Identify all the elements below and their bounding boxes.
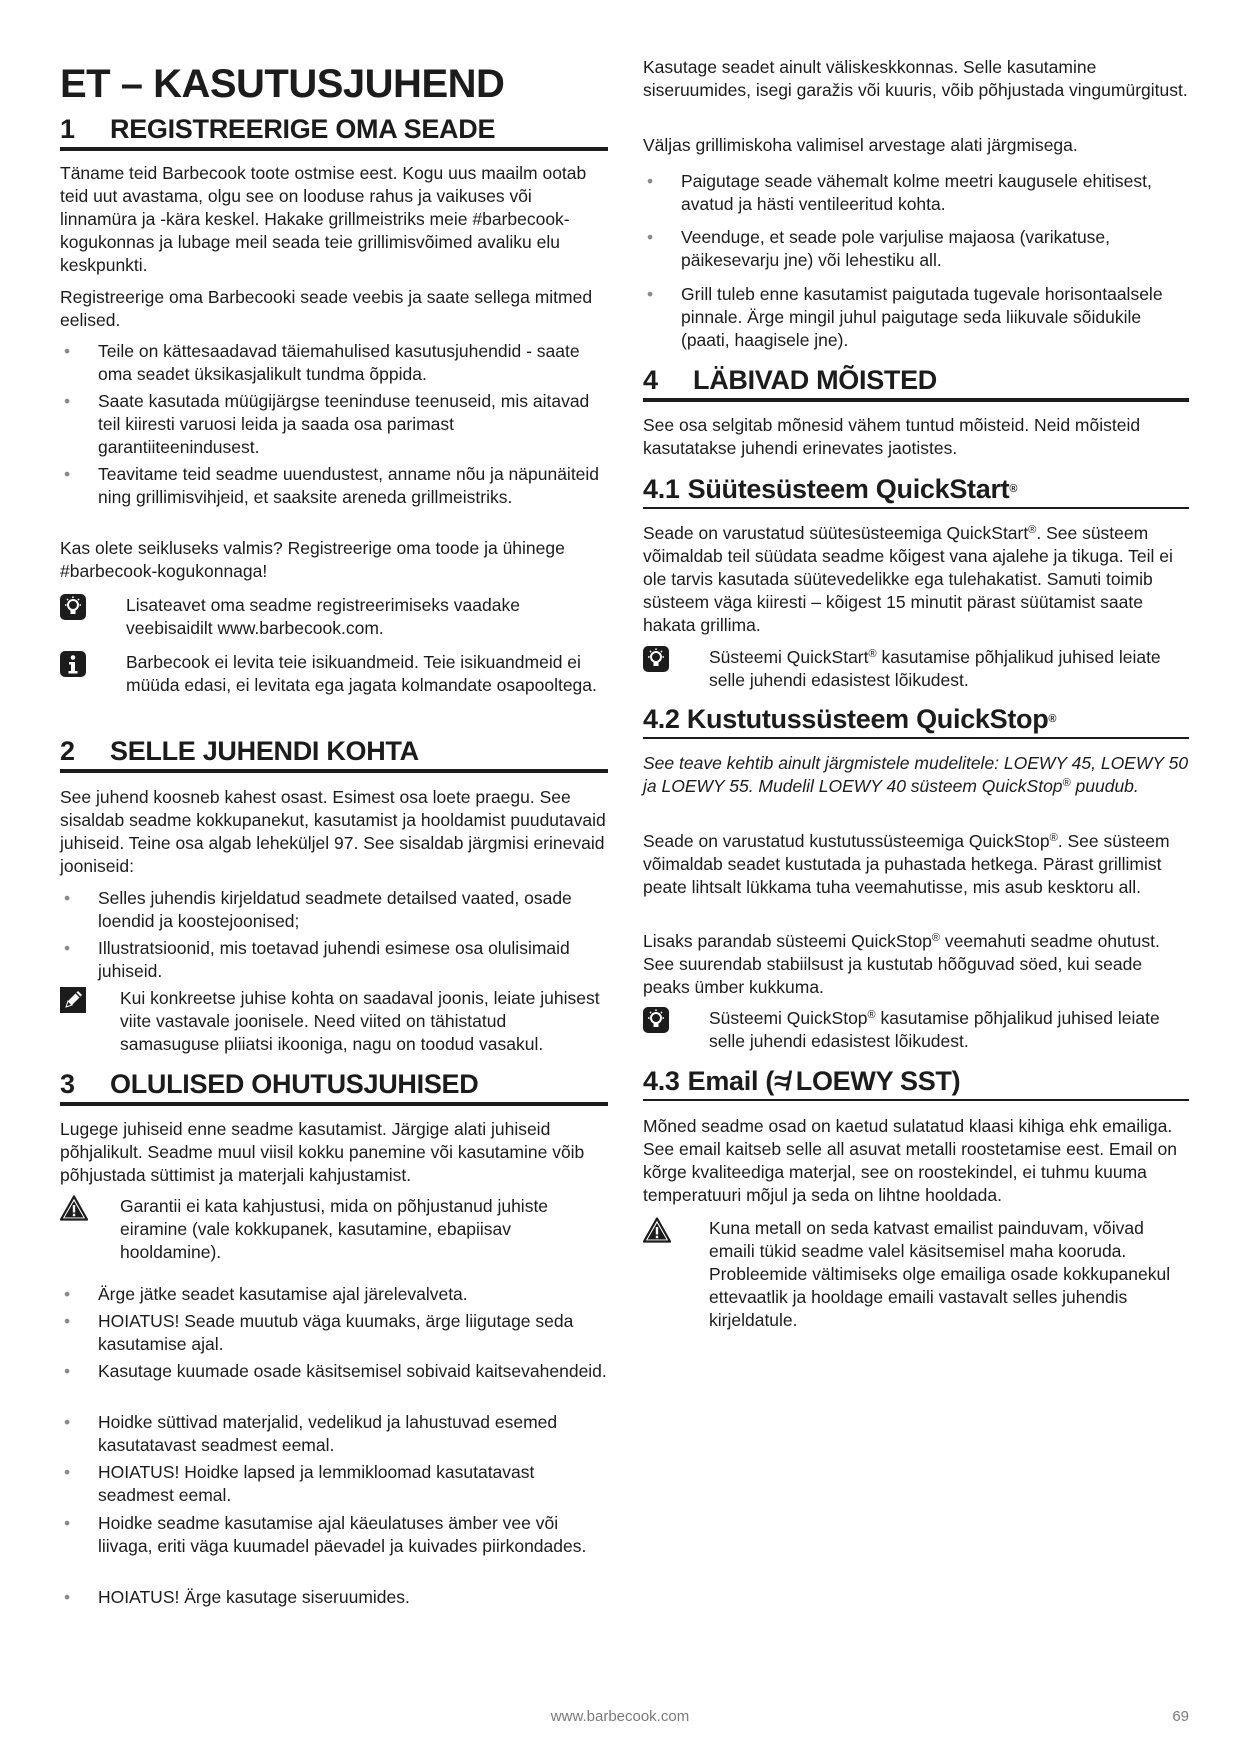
section-4-1-number: 4.1 (643, 474, 680, 504)
section-3-location-text: Väljas grillimiskoha valimisel arvestage alati järgmisega. (643, 135, 1078, 155)
section-4-3-heading (643, 1065, 1189, 1101)
warning-icon (60, 1195, 88, 1223)
section-4-1-title: Süütesüsteem QuickStart (687, 474, 1010, 504)
section-3-title: OLULISED OHUTUSJUHISED (110, 1069, 479, 1099)
section-4-3-title: Email (≉ LOEWY SST) (687, 1066, 961, 1096)
list-item: • Teile on kättesaadavad täiemahulised kasutusjuhendid - saate oma seadet üksikasjalikult tundma õppida. (60, 340, 608, 386)
pencil-text: Kui konkreetse juhise kohta on saadaval joonis, leiate juhisest viite vastavale joonisele. Need viited on tähistatud samasuguse pliiatsi ikooniga, nagu on toodud vasakul. (120, 988, 600, 1054)
section-4-1-heading (643, 473, 1189, 509)
info-text: Barbecook ei levita teie isikuandmeid. Teie isikuandmeid ei müüda edasi, ei levitata ega jagata kolmandate osapooltega. (126, 652, 597, 695)
warning-text: Garantii ei kata kahjustusi, mida on põhjustanud juhiste eiramine (vale kokkupanek, kasutamine, ebapiisav hooldamine). (120, 1196, 549, 1262)
section-4-3-number: 4.3 (643, 1066, 680, 1096)
tip-text-b: kasutamise põhjalikud juhised leiate selle juhendi edasistest lõikudest. (709, 1008, 1160, 1051)
quickstop-safety-b: veemahuti seadme ohutust. See suurendab stabiilsust ja kustutab hõõguvad söed, kui seade peaks ümber kukkuma. (643, 931, 1160, 997)
list-item: • Kasutage kuumade osade käsitsemisel sobivaid kaitsevahendeid. (60, 1360, 608, 1383)
page-number: 69 (1172, 1708, 1189, 1725)
section-4-title: LÄBIVAD MÕISTED (693, 365, 937, 395)
footer-url: www.barbecook.com (550, 1708, 690, 1725)
section-2-title: SELLE JUHENDI KOHTA (110, 736, 419, 766)
list-item: • Veenduge, et seade pole varjulise majaosa (varikatuse, päikesevarju jne) või lehestiku all. (643, 226, 1189, 272)
section-4-1-text (643, 522, 1189, 637)
section-1-register-text: Registreerige oma Barbecooki seade veebis ja saate sellega mitmed eelised. (60, 287, 593, 330)
tip-text-b: kasutamise põhjalikud juhised leiate selle juhendi edasistest lõikudest. (709, 647, 1161, 690)
section-3-outdoor-text: Kasutage seadet ainult väliskeskkonnas. Selle kasutamine siseruumides, isegi garažis või kuuris, võib põhjustada vingumürgitust. (643, 57, 1188, 100)
section-4-heading (643, 364, 1189, 402)
registered-mark: ® (1049, 832, 1058, 844)
registered-mark: ® (1048, 713, 1057, 725)
warning-note (643, 1217, 1189, 1332)
section-4-2-heading (643, 703, 1189, 739)
list-item: • Ärge jätke seadet kasutamise ajal järelevalveta. (60, 1283, 608, 1306)
quickstop-text-b: . See süsteem võimaldab seadet kustutada ja puhastada hetkega. Pärast grillimist peate lihtsalt lükkama tuha veemahutisse, mis asub kesktoru all. (643, 831, 1170, 897)
section-4-2-text-1 (643, 830, 1189, 899)
document-title: ET – KASUTUSJUHEND (60, 62, 505, 106)
section-1-intro: Täname teid Barbecook toote ostmise eest. Kogu uus maailm ootab teid uut avastama, olgu see on looduse rahus ja vaikuses või linnamüra ja -kära keskel. Hakake grillmeistriks meie #barbecook-kogukonnas ja lubage meil seada teie grillimisvõimed avaliku elu keskpunkti. (60, 163, 587, 275)
list-item: • Hoidke seadme kasutamise ajal käeulatuses ämber vee või liivaga, eriti väga kuumadel päevadel ja kuivades piirkondades. (60, 1512, 608, 1558)
tip-text-a: Süsteemi QuickStart (709, 647, 869, 667)
list-item: • Selles juhendis kirjeldatud seadmete detailsed vaated, osade loendid ja koostejoonised; (60, 887, 608, 933)
section-4-intro: See osa selgitab mõnesid vähem tuntud mõisteid. Neid mõisteid kasutatakse juhendi erinevates jaotistes. (643, 415, 1141, 458)
model-note-a: See teave kehtib ainult järgmistele mudelitele: LOEWY 45, LOEWY 50 ja LOEWY 55. Mudelil LOEWY 40 süsteem QuickStop (643, 753, 1189, 796)
quickstop-text-a: Seade on varustatud kustutussüsteemiga QuickStop (643, 831, 1050, 851)
section-1-number: 1 (60, 114, 75, 144)
section-4-1-text-b: . See süsteem võimaldab teil süüdata seadme kõigest vana ajalehe ja tikuga. Teil ei ole tarvis kasutada süütevedelikke ega tulehakatist. Samuti toimib süsteem väga kiiresti – kõigest 15 minutit pärast süütamist saate hakata grillima. (643, 523, 1173, 635)
registered-mark: ® (931, 932, 941, 944)
warning-icon (643, 1217, 671, 1245)
info-note (60, 651, 608, 697)
list-item: • HOIATUS! Seade muutub väga kuumaks, ärge liigutage seda kasutamise ajal. (60, 1310, 608, 1356)
section-4-1-text-a: Seade on varustatud süütesüsteemiga QuickStart (643, 523, 1029, 543)
section-4-number: 4 (643, 365, 658, 395)
lightbulb-icon (643, 1007, 671, 1035)
registered-mark: ® (868, 648, 877, 660)
tip-text (643, 1007, 1189, 1053)
section-4-2-title: Kustutussüsteem QuickStop (686, 704, 1049, 734)
warning-text: Kuna metall on seda katvast emailist painduvam, võivad emaili tükid seadme valel käsitsemisel maha kooruda. Probleemide vältimiseks olge emailiga osade kokkupanekul ettevaatlik ja hooldage emaili vastavalt selles juhendis kirjeldatule. (709, 1218, 1171, 1330)
registered-mark: ® (867, 1009, 876, 1021)
model-note-b: puudub. (1070, 776, 1139, 796)
section-3-number: 3 (60, 1069, 75, 1099)
warning-note (60, 1195, 608, 1264)
section-2-number: 2 (60, 736, 75, 766)
section-2-intro: See juhend koosneb kahest osast. Esimest osa loete praegu. See sisaldab seadme kokkupanekut, kasutamist ja hooldamist puudutavaid juhiseid. Teine osa algab leheküljel 97. See sisaldab järgmisi erinevaid jooniseid: (60, 787, 606, 876)
section-4-3-text: Mõned seadme osad on kaetud sulatatud klaasi kihiga ehk emailiga. See email kaitseb selle all asuvat metalli roostetamise eest. Email on kõrge kvaliteediga materjal, see on roostekindel, ei tuhmu kuuma temperatuuri mõjul ja seda on lihtne hooldada. (643, 1116, 1177, 1205)
section-4-2-text-2 (643, 930, 1189, 999)
pencil-icon (60, 987, 88, 1015)
lightbulb-icon (643, 646, 671, 674)
tip-text (643, 646, 1189, 692)
tip-note (643, 646, 1189, 692)
list-item: • HOIATUS! Hoidke lapsed ja lemmikloomad kasutatavast seadmest eemal. (60, 1461, 608, 1507)
tip-note (643, 1007, 1189, 1053)
section-3-heading (60, 1068, 608, 1106)
list-item: • Teavitame teid seadme uuendustest, anname nõu ja näpunäiteid ning grillimisvihjeid, et saaksite areneda grillmeistriks. (60, 463, 608, 509)
list-item: • HOIATUS! Ärge kasutage siseruumides. (60, 1586, 608, 1609)
tip-text: Lisateavet oma seadme registreerimiseks vaadake veebisaidilt www.barbecook.com. (126, 595, 520, 638)
info-icon (60, 651, 88, 679)
quickstop-safety-a: Lisaks parandab süsteemi QuickStop (643, 931, 932, 951)
pencil-note (60, 987, 608, 1056)
list-item: • Illustratsioonid, mis toetavad juhendi esimese osa olulisimaid juhiseid. (60, 937, 608, 983)
tip-text-a: Süsteemi QuickStop (709, 1008, 868, 1028)
section-3-intro: Lugege juhiseid enne seadme kasutamist. Järgige alati juhiseid põhjalikult. Seadme muul viisil kokku panemine või kasutamine võib põhjustada süttimist ja materjali kahjustamist. (60, 1119, 585, 1185)
list-item: • Paigutage seade vähemalt kolme meetri kaugusele ehitisest, avatud ja hästi ventileeritud kohta. (643, 170, 1189, 216)
section-1-call-to-action: Kas olete seikluseks valmis? Registreerige oma toode ja ühinege #barbecook-kogukonnaga! (60, 538, 565, 581)
tip-note (60, 594, 608, 640)
registered-mark: ® (1062, 777, 1071, 789)
list-item: • Grill tuleb enne kasutamist paigutada tugevale horisontaalsele pinnale. Ärge mingil juhul paigutage seda liikuvale sõidukile (paati, haagisele jne). (643, 283, 1189, 352)
section-2-heading (60, 735, 608, 773)
list-item: • Hoidke süttivad materjalid, vedelikud ja lahustuvad esemed kasutatavast seadmest eemal. (60, 1411, 608, 1457)
list-item: • Saate kasutada müügijärgse teeninduse teenuseid, mis aitavad teil kiiresti varuosi leida ja saada osa parimast garantiiteenindusest. (60, 390, 608, 459)
section-1-title: REGISTREERIGE OMA SEADE (110, 114, 496, 144)
lightbulb-icon (60, 594, 88, 622)
section-4-2-number: 4.2 (643, 704, 680, 734)
section-4-2-model-note (643, 752, 1189, 798)
registered-mark: ® (1009, 483, 1018, 495)
section-1-heading (60, 113, 608, 151)
registered-mark: ® (1028, 524, 1037, 536)
